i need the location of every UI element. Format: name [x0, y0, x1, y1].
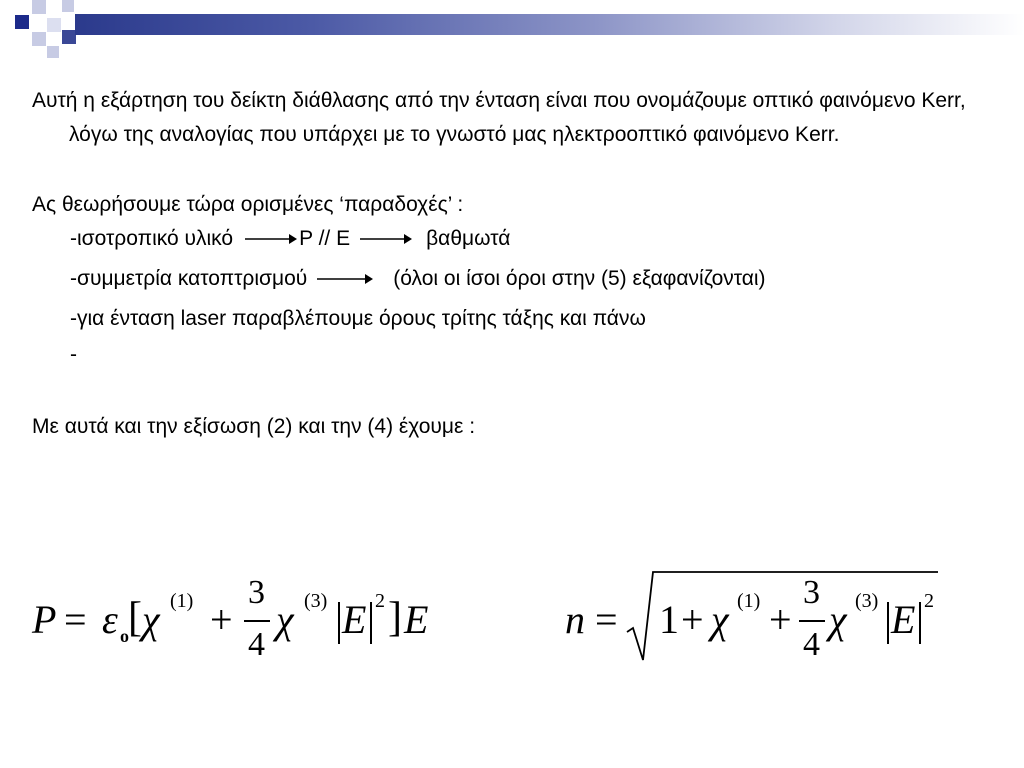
- assumption-symmetry: [32, 262, 992, 296]
- eq1-sup1: (1): [170, 590, 194, 612]
- eq2-plus2: +: [769, 597, 792, 642]
- eq2-plus1: +: [681, 597, 704, 642]
- eq1-E: E: [342, 597, 367, 642]
- paragraph-assumptions: Ας θεωρήσουμε τώρα ορισμένες ‘παραδοχές’ :: [32, 193, 464, 216]
- eq2-chi3: χ: [829, 597, 847, 642]
- eq1-equals: =: [64, 597, 87, 642]
- header-gradient-bar: [75, 14, 1024, 35]
- assumption-laser-text: -για ένταση laser παραβλέπουμε όρους τρίτης τάξης και πάνω: [70, 307, 646, 330]
- right-arrow-icon: [317, 272, 373, 286]
- eq2-sup3: (3): [855, 590, 879, 612]
- right-arrow-icon: [245, 232, 297, 246]
- assumption-isotropic-result: βαθμωτά: [426, 227, 511, 250]
- paragraph-kerr-intro: Αυτή η εξάρτηση του δείκτη διάθλασης από την ένταση είναι που ονομάζουμε οπτικό φαινόμενο Kerr, λόγω της αναλογίας που υπάρχει με το γνωστό μας ηλεκτροοπτικό φαινόμενο Kerr.: [32, 89, 966, 146]
- eq1-frac-num: 3: [248, 574, 265, 611]
- eq1-lhs-P: P: [32, 597, 57, 642]
- eq2-equals: =: [595, 597, 618, 642]
- assumption-symmetry-result: (όλοι οι ίσοι όροι στην (5) εξαφανίζονται): [393, 267, 766, 290]
- assumption-symmetry-text: -συμμετρία κατοπτρισμού: [70, 267, 308, 290]
- eq1-epsilon-subscript: o: [120, 626, 129, 646]
- slide-body: [32, 84, 992, 444]
- eq1-frac-bar: [244, 620, 270, 622]
- right-arrow-icon: [360, 232, 412, 246]
- eq1-chi1: χ: [142, 597, 160, 642]
- eq1-abs-left: [338, 602, 340, 644]
- eq1-chi3: χ: [276, 597, 294, 642]
- eq1-abs-right: [370, 602, 372, 644]
- assumption-laser: [32, 302, 992, 336]
- header-decoration: [0, 0, 1024, 70]
- tile-light-square: [32, 32, 46, 46]
- tile-light-square: [62, 0, 74, 12]
- eq2-E: E: [891, 597, 916, 642]
- eq1-rhs-E: E: [404, 597, 429, 642]
- tile-dark-square: [62, 30, 76, 44]
- eq2-sup1: (1): [737, 590, 761, 612]
- eq2-frac-den: 4: [803, 626, 820, 663]
- assumption-empty: [32, 338, 992, 372]
- equation-polarization: [32, 560, 452, 680]
- eq2-abs-right: [919, 602, 921, 644]
- eq2-one: 1: [659, 597, 679, 642]
- tile-light-square: [32, 0, 46, 14]
- eq2-power: 2: [924, 590, 934, 612]
- formulas: [0, 560, 1024, 680]
- eq1-sup3: (3): [304, 590, 328, 612]
- equation-refractive-index: [565, 560, 945, 680]
- eq2-frac-num: 3: [803, 574, 820, 611]
- paragraph-equations-intro: Με αυτά και την εξίσωση (2) και την (4) έχουμε :: [32, 415, 476, 438]
- assumption-isotropic-relation: P // E: [299, 227, 351, 250]
- eq1-left-bracket: [: [128, 595, 142, 641]
- assumption-isotropic: [32, 222, 992, 256]
- eq2-frac-bar: [799, 620, 825, 622]
- tile-light-square: [47, 18, 61, 32]
- tile-dark-square: [15, 15, 29, 29]
- eq1-epsilon: ε: [102, 597, 118, 642]
- assumption-empty-dash: -: [70, 343, 77, 366]
- eq2-abs-left: [887, 602, 889, 644]
- assumption-isotropic-text: -ισοτροπικό υλικό: [70, 227, 234, 250]
- eq1-plus: +: [210, 597, 233, 642]
- eq2-chi1: χ: [711, 597, 729, 642]
- eq2-lhs-n: n: [565, 597, 585, 642]
- eq1-right-bracket: ]: [388, 595, 402, 641]
- eq1-frac-den: 4: [248, 626, 265, 663]
- eq1-power: 2: [375, 590, 385, 612]
- tile-light-square: [47, 46, 59, 58]
